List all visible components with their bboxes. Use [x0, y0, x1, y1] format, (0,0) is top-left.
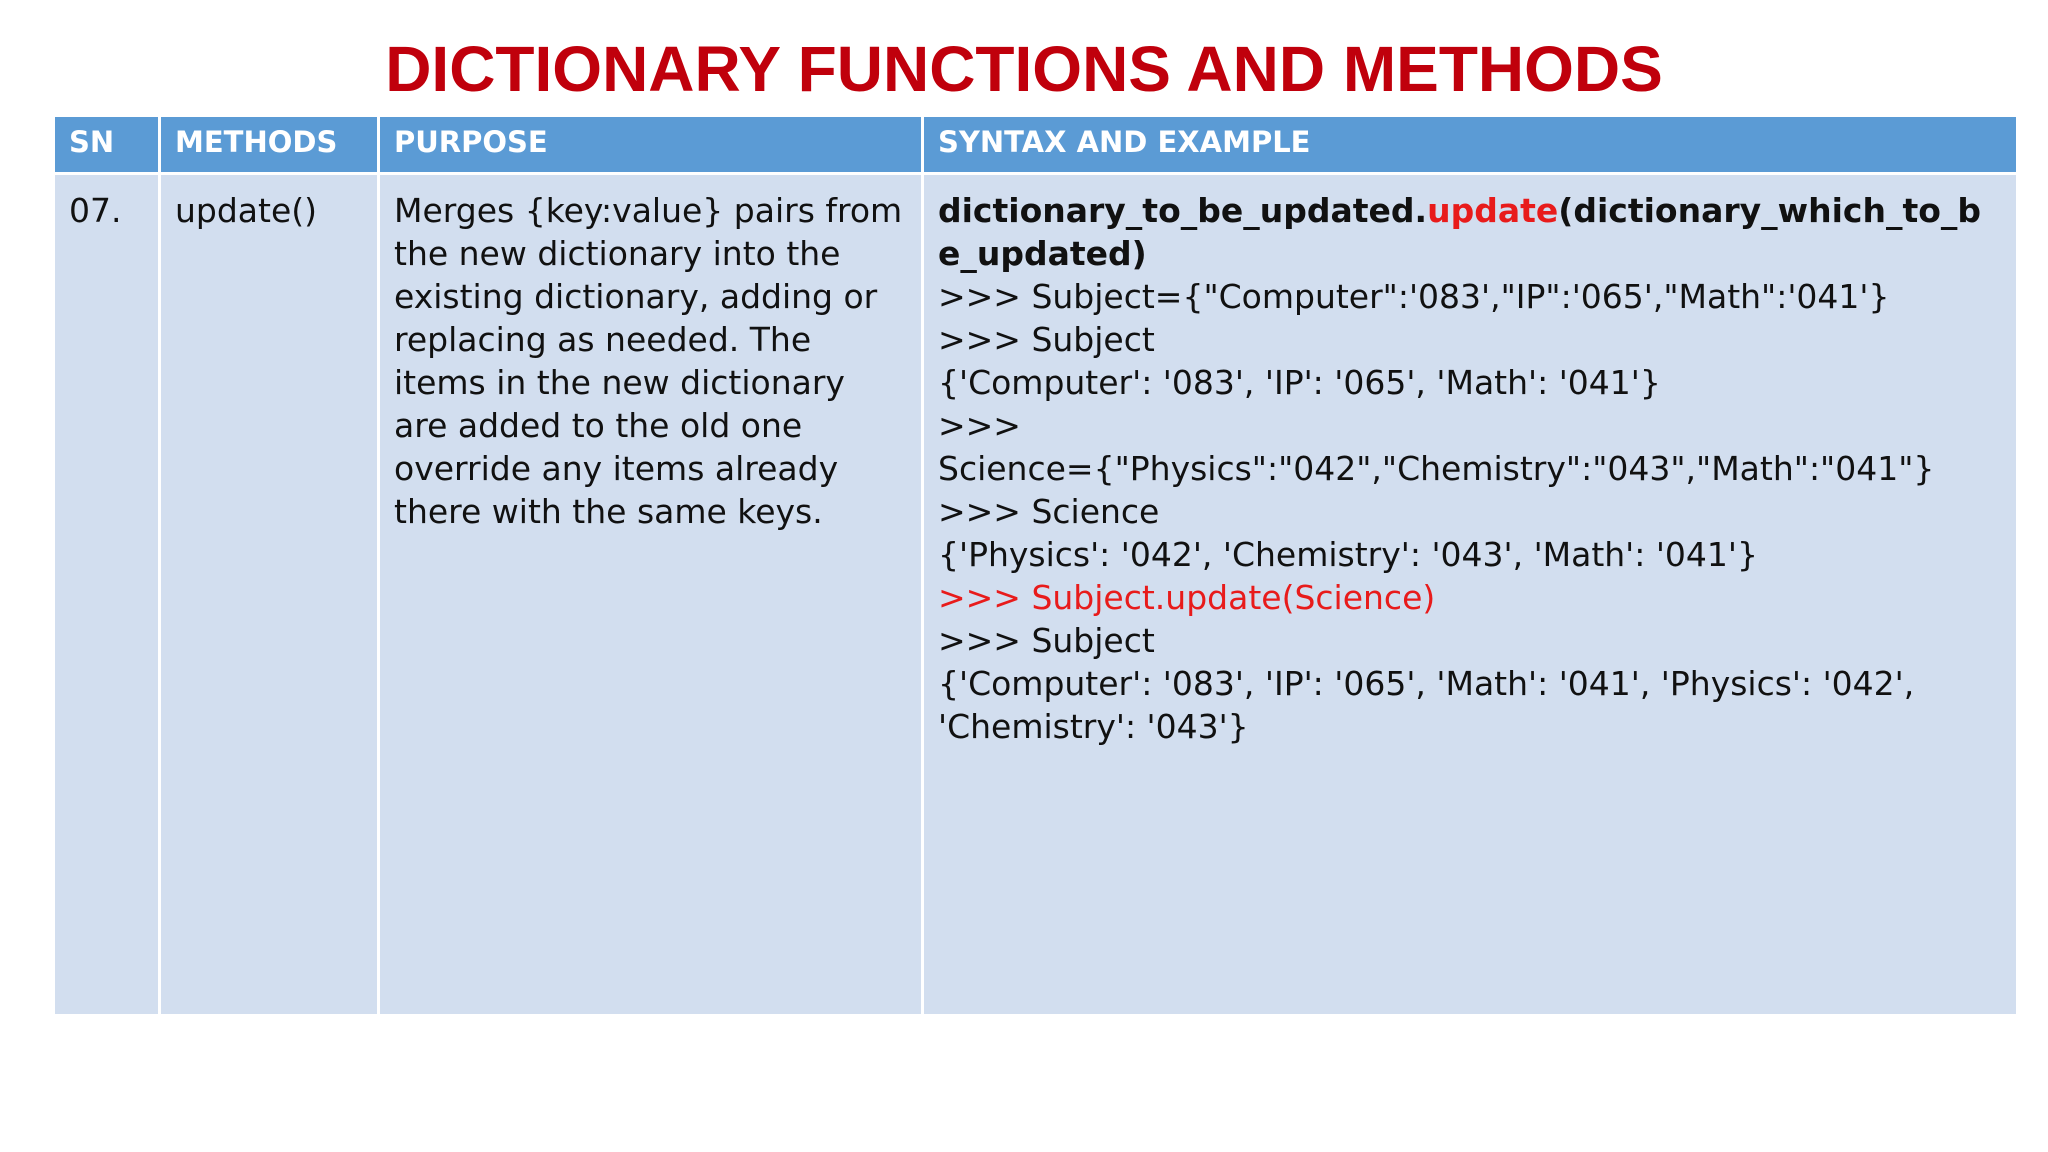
syntax-line — [938, 189, 2002, 275]
cell-purpose: Merges {key:value} pairs from the new dictionary into the existing dictionary, adding or replacing as needed. The items in the new dictionary are added to the old one override any items already there with the same keys. — [379, 174, 923, 1016]
slide-title: DICTIONARY FUNCTIONS AND METHODS — [385, 33, 1663, 105]
cell-sn: 07. — [54, 174, 160, 1016]
example-line: >>> Subject — [938, 621, 1155, 660]
example-line: >>> — [938, 406, 1021, 445]
example-line: {'Physics': '042', 'Chemistry': '043', 'Math': '041'} — [938, 535, 1758, 574]
table-header-row — [54, 116, 2018, 174]
cell-syntax-example — [923, 174, 2018, 1016]
header-syntax: SYNTAX AND EXAMPLE — [923, 116, 2018, 174]
example-line-highlight: >>> Subject.update(Science) — [938, 578, 1436, 617]
methods-table — [52, 114, 2019, 1017]
example-line: Science={"Physics":"042","Chemistry":"043","Math":"041"} — [938, 449, 1935, 488]
header-purpose: PURPOSE — [379, 116, 923, 174]
syntax-prefix: dictionary_to_be_updated. — [938, 191, 1428, 230]
header-sn: SN — [54, 116, 160, 174]
syntax-method: update — [1427, 191, 1559, 230]
table-row — [54, 174, 2018, 1016]
header-methods: METHODS — [160, 116, 379, 174]
example-line: {'Computer': '083', 'IP': '065', 'Math': '041'} — [938, 363, 1661, 402]
example-line: >>> Subject — [938, 320, 1155, 359]
example-line: {'Computer': '083', 'IP': '065', 'Math': '041', 'Physics': '042', 'Chemistry': '043'} — [938, 664, 1925, 746]
cell-method: update() — [160, 174, 379, 1016]
example-line: >>> Subject={"Computer":'083',"IP":'065',"Math":'041'} — [938, 277, 1890, 316]
syntax-suffix: (dictionary_which_to_be_updated) — [938, 191, 1982, 273]
example-line: >>> Science — [938, 492, 1160, 531]
